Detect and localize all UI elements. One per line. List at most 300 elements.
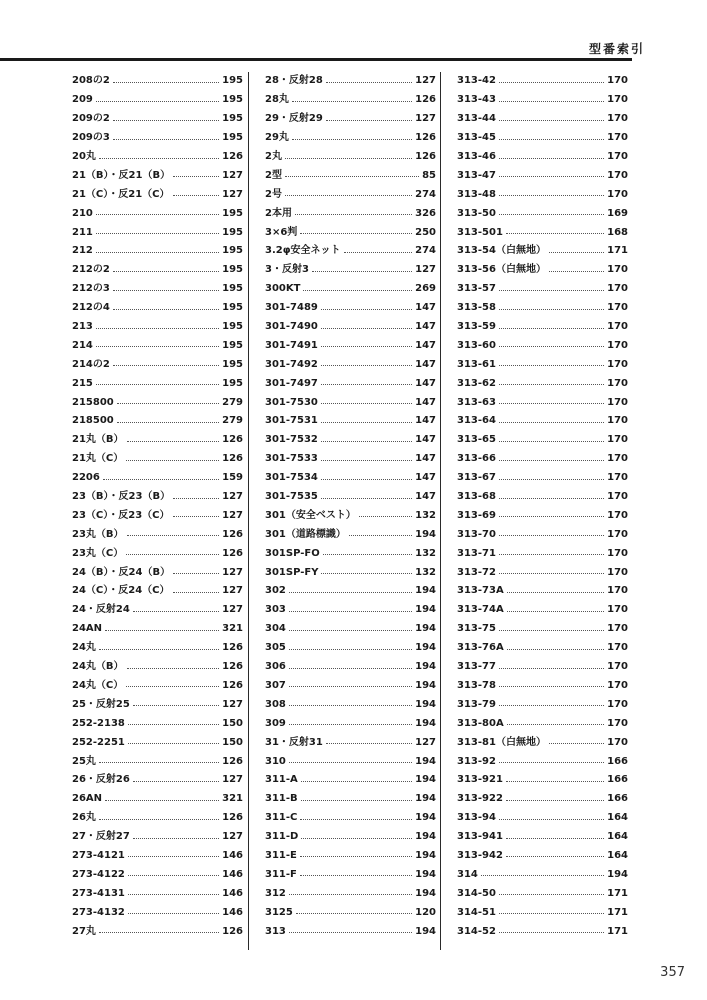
index-page-ref: 194	[415, 717, 436, 729]
index-page-ref: 195	[222, 283, 243, 295]
index-page-ref: 126	[222, 453, 243, 465]
dot-leader	[128, 743, 219, 744]
index-entry	[265, 790, 436, 809]
index-page-ref: 132	[415, 566, 436, 578]
index-page-ref: 194	[415, 925, 436, 937]
index-term: 21（B）・反21（B）	[72, 169, 171, 181]
dot-leader	[506, 781, 604, 782]
dot-leader	[549, 743, 604, 744]
index-page-ref: 274	[415, 188, 436, 200]
index-page-ref: 170	[607, 547, 628, 559]
index-page-ref: 195	[222, 75, 243, 87]
index-term: 313-78	[457, 679, 496, 691]
index-entry	[72, 847, 243, 866]
dot-leader	[285, 158, 412, 159]
index-entry	[265, 544, 436, 563]
index-page-ref: 194	[415, 585, 436, 597]
index-term: 2号	[265, 188, 282, 200]
index-entry	[72, 865, 243, 884]
index-entry	[265, 771, 436, 790]
index-term: 24AN	[72, 623, 103, 635]
index-entry	[265, 91, 436, 110]
dot-leader	[499, 195, 604, 196]
index-page-ref: 127	[415, 75, 436, 87]
dot-leader	[321, 441, 412, 442]
index-term: 27丸	[72, 925, 96, 937]
index-term: 21（C）・反21（C）	[72, 188, 170, 200]
index-entry	[72, 620, 243, 639]
dot-leader	[321, 328, 412, 329]
index-term: 301（安全ベスト）	[265, 509, 356, 521]
index-page-ref: 126	[222, 642, 243, 654]
index-page-ref: 194	[415, 604, 436, 616]
dot-leader	[499, 573, 604, 574]
index-entry	[457, 922, 628, 941]
dot-leader	[499, 762, 604, 763]
index-term: 314-51	[457, 906, 496, 918]
dot-leader	[499, 82, 604, 83]
index-term: 302	[265, 585, 286, 597]
index-entry	[72, 185, 243, 204]
index-term: 208の2	[72, 75, 110, 87]
index-entry	[457, 242, 628, 261]
index-page-ref: 126	[222, 151, 243, 162]
dot-leader	[301, 800, 412, 801]
index-page-ref: 269	[415, 283, 436, 295]
dot-leader	[499, 516, 604, 517]
index-term: 25丸	[72, 755, 96, 767]
dot-leader	[289, 592, 412, 593]
index-term: 301-7535	[265, 491, 318, 503]
index-entry	[457, 544, 628, 563]
index-entry	[72, 242, 243, 261]
index-page-ref: 170	[607, 94, 628, 106]
dot-leader	[128, 894, 219, 895]
index-entry	[265, 658, 436, 677]
index-entry	[457, 450, 628, 469]
index-term: 311-B	[265, 793, 298, 805]
index-page-ref: 194	[415, 755, 436, 767]
index-entry	[457, 639, 628, 658]
dot-leader	[499, 328, 604, 329]
index-term: 209の2	[72, 113, 110, 125]
dot-leader	[300, 875, 412, 876]
index-entry	[265, 733, 436, 752]
index-term: 313-64	[457, 415, 496, 427]
index-term: 313-73A	[457, 585, 504, 597]
index-entry	[72, 809, 243, 828]
index-page-ref: 170	[607, 151, 628, 162]
index-entry	[72, 525, 243, 544]
dot-leader	[105, 800, 219, 801]
index-entry	[265, 469, 436, 488]
index-term: 273-4132	[72, 906, 125, 918]
index-entry	[72, 393, 243, 412]
index-page-ref: 194	[415, 774, 436, 786]
index-entry	[72, 563, 243, 582]
index-columns	[64, 72, 632, 950]
index-term: 301-7492	[265, 358, 318, 370]
index-entry	[457, 771, 628, 790]
dot-leader	[321, 309, 412, 310]
dot-leader	[499, 290, 604, 291]
index-term: 313-54（白無地）	[457, 245, 546, 257]
dot-leader	[128, 856, 219, 857]
index-term: 25・反射25	[72, 698, 130, 710]
index-entry	[265, 639, 436, 658]
dot-leader	[506, 800, 604, 801]
index-term: 313-70	[457, 528, 496, 540]
index-entry	[72, 261, 243, 280]
index-page-ref: 166	[607, 793, 628, 805]
index-entry	[72, 903, 243, 922]
index-term: 313-67	[457, 472, 496, 484]
index-entry	[265, 393, 436, 412]
index-entry	[457, 658, 628, 677]
dot-leader	[96, 214, 219, 215]
dot-leader	[499, 214, 604, 215]
dot-leader	[289, 724, 412, 725]
dot-leader	[289, 705, 412, 706]
dot-leader	[128, 724, 219, 725]
index-page-ref: 195	[222, 321, 243, 333]
index-term: 313-65	[457, 434, 496, 446]
index-entry	[72, 544, 243, 563]
index-page-ref: 170	[607, 528, 628, 540]
index-term: 312	[265, 887, 286, 899]
dot-leader	[321, 346, 412, 347]
index-page-ref: 147	[415, 472, 436, 484]
index-entry	[265, 563, 436, 582]
dot-leader	[549, 252, 604, 253]
index-entry	[457, 809, 628, 828]
index-entry	[72, 166, 243, 185]
index-term: 313-68	[457, 491, 496, 503]
dot-leader	[289, 762, 412, 763]
index-entry	[72, 223, 243, 242]
index-page-ref: 279	[222, 396, 243, 408]
index-page-ref: 150	[222, 717, 243, 729]
index-term: 313-76A	[457, 642, 504, 654]
index-term: 301-7490	[265, 321, 318, 333]
index-term: 29丸	[265, 132, 289, 144]
index-entry	[72, 884, 243, 903]
dot-leader	[113, 290, 219, 291]
index-entry	[265, 525, 436, 544]
index-page-ref: 194	[415, 528, 436, 540]
index-page-ref: 132	[415, 547, 436, 559]
index-page-ref: 274	[415, 245, 436, 257]
index-entry	[72, 129, 243, 148]
dot-leader	[499, 554, 604, 555]
index-page-ref: 170	[607, 472, 628, 484]
index-page-ref: 194	[415, 868, 436, 880]
index-term: 313-921	[457, 774, 503, 786]
index-term: 215	[72, 377, 93, 389]
index-term: 301-7532	[265, 434, 318, 446]
index-page-ref: 194	[415, 887, 436, 899]
dot-leader	[321, 422, 412, 423]
dot-leader	[326, 743, 412, 744]
dot-leader	[292, 139, 412, 140]
dot-leader	[127, 441, 220, 442]
dot-leader	[326, 82, 412, 83]
index-term: 301-7530	[265, 396, 318, 408]
index-page-ref: 127	[222, 491, 243, 503]
index-term: 313-81（白無地）	[457, 736, 546, 748]
index-entry	[72, 148, 243, 167]
index-page-ref: 127	[222, 566, 243, 578]
index-term: 305	[265, 642, 286, 654]
index-entry	[265, 431, 436, 450]
index-page-ref: 147	[415, 377, 436, 389]
header-rule	[0, 58, 632, 61]
index-term: 26AN	[72, 793, 103, 805]
index-page-ref: 170	[607, 661, 628, 673]
index-page-ref: 195	[222, 113, 243, 125]
dot-leader	[499, 120, 604, 121]
index-page-ref: 127	[222, 188, 243, 200]
index-entry	[265, 185, 436, 204]
index-entry	[457, 374, 628, 393]
index-entry	[265, 922, 436, 941]
dot-leader	[507, 724, 604, 725]
index-entry	[457, 110, 628, 129]
index-term: 252-2251	[72, 736, 125, 748]
index-entry	[265, 865, 436, 884]
index-term: 2丸	[265, 151, 282, 162]
index-entry	[72, 204, 243, 223]
index-term: 313-72	[457, 566, 496, 578]
index-column-1	[72, 72, 243, 950]
dot-leader	[128, 875, 219, 876]
index-entry	[265, 601, 436, 620]
index-page-ref: 171	[607, 245, 628, 257]
index-page-ref: 170	[607, 377, 628, 389]
index-page-ref: 194	[415, 831, 436, 843]
index-page-ref: 126	[222, 434, 243, 446]
index-page-ref: 321	[222, 793, 243, 805]
index-entry	[265, 280, 436, 299]
index-term: 313-56（白無地）	[457, 264, 546, 276]
index-page-ref: 170	[607, 321, 628, 333]
dot-leader	[113, 120, 219, 121]
index-entry	[72, 110, 243, 129]
index-page-ref: 170	[607, 415, 628, 427]
index-page-ref: 170	[607, 509, 628, 521]
index-entry	[457, 752, 628, 771]
index-entry	[457, 525, 628, 544]
index-entry	[265, 166, 436, 185]
index-term: 252-2138	[72, 717, 125, 729]
dot-leader	[99, 819, 219, 820]
dot-leader	[173, 195, 220, 196]
index-page-ref: 126	[415, 94, 436, 106]
dot-leader	[499, 535, 604, 536]
index-entry	[265, 204, 436, 223]
index-page-ref: 326	[415, 207, 436, 219]
index-entry	[457, 903, 628, 922]
index-entry	[265, 148, 436, 167]
dot-leader	[499, 158, 604, 159]
index-entry	[457, 714, 628, 733]
index-term: 214	[72, 339, 93, 351]
index-entry	[72, 374, 243, 393]
index-entry	[457, 884, 628, 903]
index-page-ref: 170	[607, 698, 628, 710]
dot-leader	[499, 894, 604, 895]
page-number: 357	[660, 965, 685, 980]
index-page-ref: 85	[422, 169, 436, 181]
dot-leader	[289, 686, 412, 687]
index-term: 307	[265, 679, 286, 691]
index-page-ref: 170	[607, 283, 628, 295]
dot-leader	[301, 838, 412, 839]
index-term: 301SP-FO	[265, 547, 320, 559]
index-term: 313-63	[457, 396, 496, 408]
index-term: 301SP-FY	[265, 566, 319, 578]
dot-leader	[359, 516, 412, 517]
index-page-ref: 164	[607, 831, 628, 843]
index-page-ref: 195	[222, 302, 243, 314]
dot-leader	[321, 403, 412, 404]
index-page-ref: 127	[222, 831, 243, 843]
index-term: 311-D	[265, 831, 299, 843]
index-term: 313-60	[457, 339, 496, 351]
index-term: 273-4131	[72, 887, 125, 899]
index-entry	[265, 242, 436, 261]
index-entry	[265, 488, 436, 507]
index-entry	[265, 129, 436, 148]
dot-leader	[105, 630, 219, 631]
index-page-ref: 170	[607, 566, 628, 578]
index-page-ref: 195	[222, 339, 243, 351]
dot-leader	[126, 686, 219, 687]
index-page-ref: 170	[607, 585, 628, 597]
index-page-ref: 147	[415, 434, 436, 446]
dot-leader	[133, 705, 219, 706]
index-term: 313-77	[457, 661, 496, 673]
index-page-ref: 127	[415, 264, 436, 276]
index-entry	[457, 223, 628, 242]
index-term: 313-74A	[457, 604, 504, 616]
index-page-ref: 146	[222, 868, 243, 880]
index-term: 31・反射31	[265, 736, 323, 748]
index-page-ref: 171	[607, 925, 628, 937]
index-term: 3.2φ安全ネット	[265, 245, 341, 257]
dot-leader	[312, 271, 412, 272]
index-term: 24丸	[72, 642, 96, 654]
dot-leader	[506, 838, 604, 839]
index-page-ref: 126	[222, 528, 243, 540]
index-page-ref: 170	[607, 434, 628, 446]
index-page-ref: 194	[415, 812, 436, 824]
index-term: 313-50	[457, 207, 496, 219]
index-entry	[265, 374, 436, 393]
index-page-ref: 195	[222, 358, 243, 370]
index-term: 300KT	[265, 283, 301, 295]
index-entry	[265, 318, 436, 337]
dot-leader	[99, 158, 219, 159]
dot-leader	[499, 705, 604, 706]
index-term: 313-48	[457, 188, 496, 200]
dot-leader	[321, 365, 412, 366]
index-entry	[72, 733, 243, 752]
index-entry	[265, 223, 436, 242]
index-entry	[457, 336, 628, 355]
index-entry	[457, 204, 628, 223]
index-entry	[457, 393, 628, 412]
index-entry	[457, 185, 628, 204]
dot-leader	[128, 913, 219, 914]
index-entry	[265, 506, 436, 525]
dot-leader	[289, 611, 412, 612]
dot-leader	[499, 365, 604, 366]
index-entry	[457, 506, 628, 525]
index-term: 313-43	[457, 94, 496, 106]
dot-leader	[96, 101, 219, 102]
index-page-ref: 147	[415, 321, 436, 333]
index-term: 306	[265, 661, 286, 673]
index-entry	[457, 582, 628, 601]
index-page-ref: 126	[222, 547, 243, 559]
index-term: 313-942	[457, 849, 503, 861]
dot-leader	[321, 498, 412, 499]
index-page-ref: 164	[607, 812, 628, 824]
index-page-ref: 195	[222, 94, 243, 106]
dot-leader	[549, 271, 604, 272]
index-entry	[72, 299, 243, 318]
index-term: 308	[265, 698, 286, 710]
index-term: 23（C）・反23（C）	[72, 509, 170, 521]
index-page-ref: 126	[222, 661, 243, 673]
index-term: 24丸（B）	[72, 661, 124, 673]
dot-leader	[285, 176, 419, 177]
index-entry	[265, 828, 436, 847]
dot-leader	[300, 819, 412, 820]
index-entry	[457, 91, 628, 110]
index-page-ref: 195	[222, 377, 243, 389]
index-entry	[457, 261, 628, 280]
index-entry	[265, 884, 436, 903]
index-term: 21丸（B）	[72, 434, 124, 446]
index-page-ref: 170	[607, 339, 628, 351]
index-entry	[72, 658, 243, 677]
index-term: 212の3	[72, 283, 110, 295]
index-entry	[265, 355, 436, 374]
index-term: 301-7489	[265, 302, 318, 314]
index-entry	[72, 336, 243, 355]
index-entry	[457, 129, 628, 148]
index-page-ref: 146	[222, 906, 243, 918]
dot-leader	[117, 403, 219, 404]
index-page-ref: 170	[607, 113, 628, 125]
index-term: 314	[457, 868, 478, 880]
index-term: 3125	[265, 906, 293, 918]
index-page-ref: 159	[222, 472, 243, 484]
index-term: 313-501	[457, 226, 503, 238]
index-entry	[457, 166, 628, 185]
index-entry	[265, 714, 436, 733]
dot-leader	[173, 573, 219, 574]
index-page-ref: 195	[222, 245, 243, 257]
index-term: 313-62	[457, 377, 496, 389]
index-page-ref: 194	[415, 698, 436, 710]
index-entry	[457, 601, 628, 620]
index-entry	[457, 620, 628, 639]
index-term: 212	[72, 245, 93, 257]
index-page-ref: 168	[607, 226, 628, 238]
